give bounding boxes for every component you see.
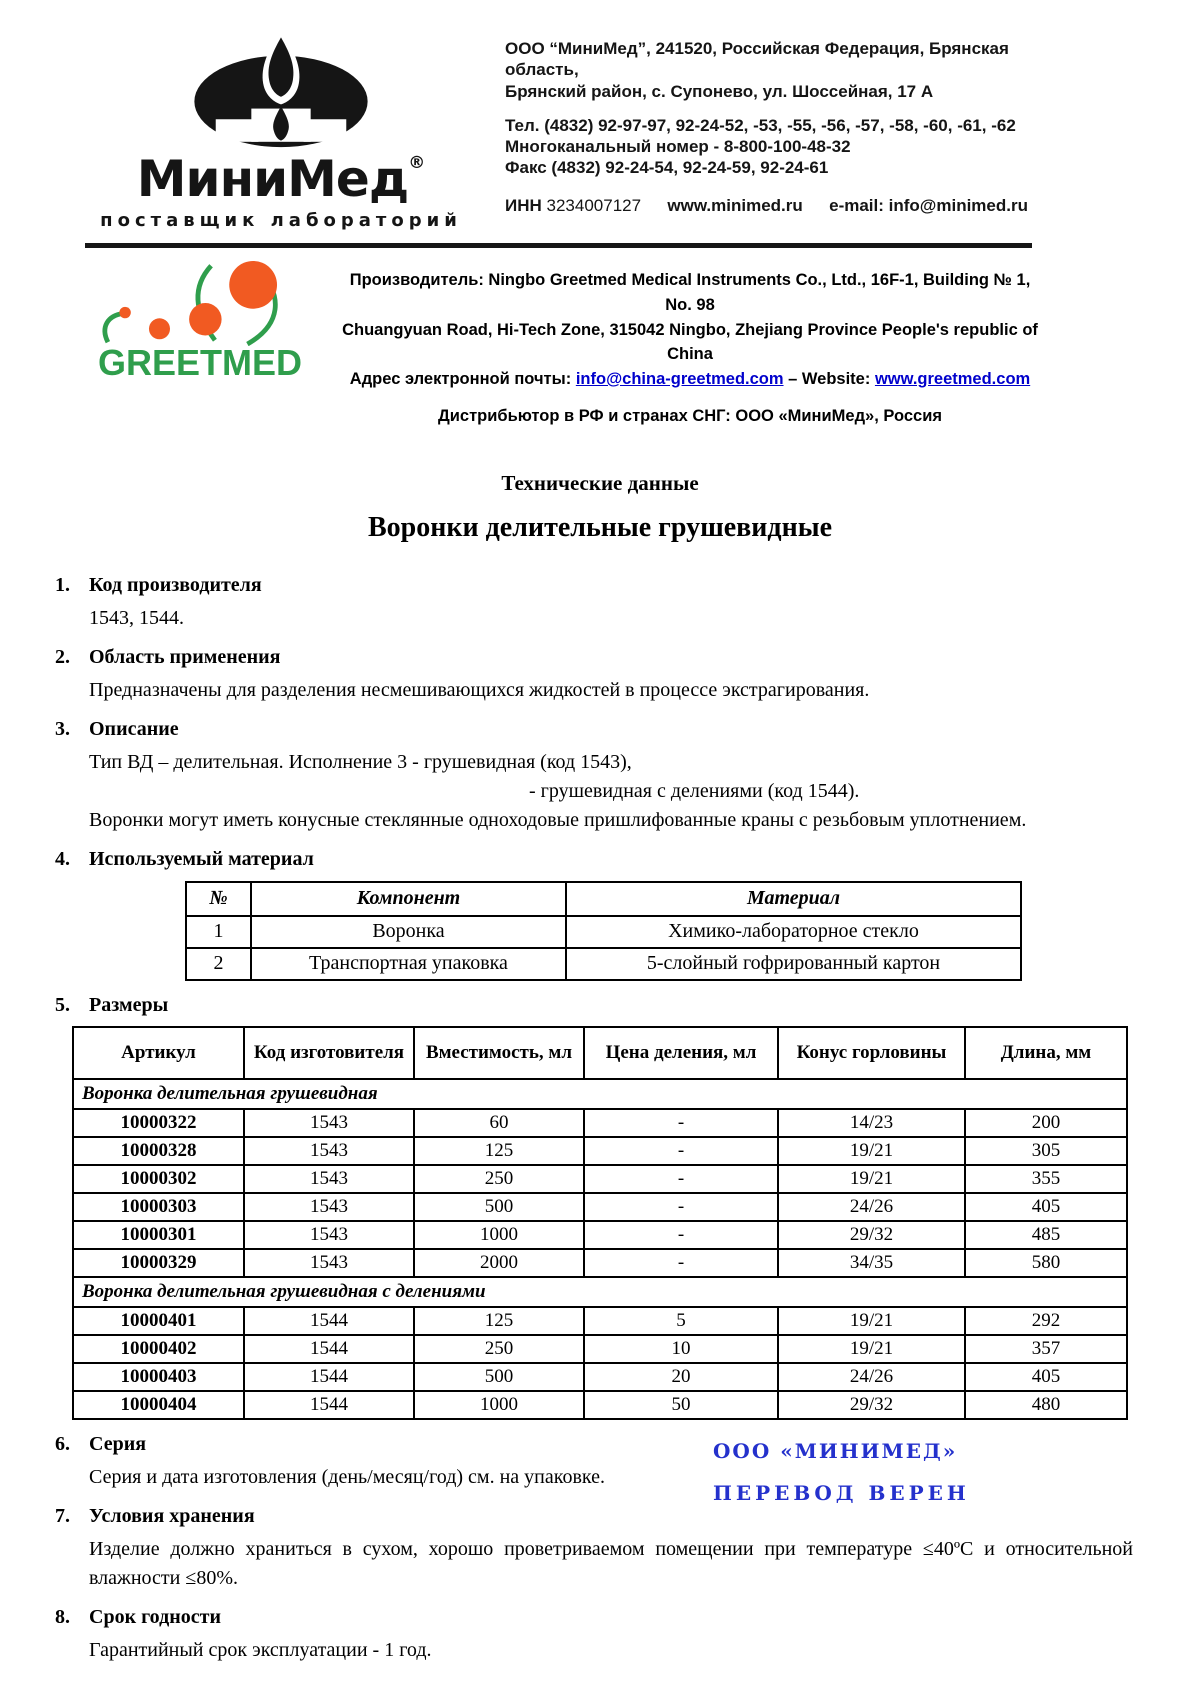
cell: 1544 — [244, 1391, 414, 1419]
material-table — [185, 881, 1022, 981]
cell: 355 — [965, 1165, 1127, 1193]
description-line: Воронки могут иметь конусные стеклянные одноходовые пришлифованные краны с резьбовым уплотнением. — [89, 808, 1027, 831]
description-line: - грушевидная с делениями (код 1544). — [529, 779, 860, 802]
cell: 10 — [584, 1335, 778, 1363]
section-number: 3. — [55, 717, 70, 740]
section-application — [55, 646, 1135, 705]
manufacturer-line: Производитель: Ningbo Greetmed Medical Instruments Co., Ltd., 16F-1, Building № 1, No. 98 — [349, 271, 1031, 314]
stamp-company: ООО «МИНИМЕД» — [713, 1438, 958, 1463]
cell: 1543 — [244, 1249, 414, 1277]
cell: 34/35 — [778, 1249, 965, 1277]
cell: 305 — [965, 1137, 1127, 1165]
table-row — [186, 948, 1021, 980]
header-divider — [85, 243, 1032, 248]
cell: 50 — [584, 1391, 778, 1419]
cell: 20 — [584, 1363, 778, 1391]
greetmed-wordmark: GREETMED — [98, 342, 303, 383]
manufacturer-info — [338, 260, 1042, 429]
cell: 1543 — [244, 1109, 414, 1137]
cell: - — [584, 1109, 778, 1137]
cell: 2 — [186, 948, 251, 980]
cell: 1543 — [244, 1221, 414, 1249]
cell: 19/21 — [778, 1307, 965, 1335]
page-title: Воронки делительные грушевидные — [367, 511, 833, 543]
cell: - — [584, 1249, 778, 1277]
distributor-line: Дистрибьютор в РФ и странах СНГ: ООО «МиниМед», Россия — [438, 406, 942, 425]
cell: 1000 — [414, 1391, 584, 1419]
website-label: – Website: — [788, 370, 871, 388]
section-number: 8. — [55, 1605, 70, 1628]
section-series — [55, 1432, 1135, 1505]
cell: - — [584, 1221, 778, 1249]
cell: 19/21 — [778, 1137, 965, 1165]
cell-article: 10000322 — [73, 1109, 244, 1137]
section-dimensions — [55, 994, 1135, 1420]
section-shelf-life — [55, 1606, 1135, 1665]
cell-article: 10000403 — [73, 1363, 244, 1391]
section-heading: Область применения — [89, 645, 281, 668]
cell: 405 — [965, 1193, 1127, 1221]
column-header: Конус горловины — [778, 1027, 965, 1079]
cell: 292 — [965, 1307, 1127, 1335]
cell-article: 10000404 — [73, 1391, 244, 1419]
group-label: Воронка делительная грушевидная — [73, 1079, 1127, 1109]
dimensions-table — [72, 1026, 1128, 1420]
cell-article: 10000329 — [73, 1249, 244, 1277]
email-label: Адрес электронной почты: — [349, 370, 572, 388]
section-storage — [55, 1505, 1135, 1593]
table-row — [73, 1335, 1127, 1363]
inn: ИНН 3234007127 — [505, 195, 642, 215]
table-row — [73, 1307, 1127, 1335]
section-text — [55, 748, 1135, 835]
brand-text: МиниМед® — [136, 150, 426, 208]
section-number: 2. — [55, 645, 70, 668]
cell: - — [584, 1165, 778, 1193]
column-header: Код изготовителя — [244, 1027, 414, 1079]
cell: Химико-лабораторное стекло — [566, 916, 1021, 948]
minimed-email: e-mail: info@minimed.ru — [829, 195, 1028, 215]
section-heading: Код производителя — [89, 573, 262, 596]
translation-stamp — [713, 1438, 970, 1505]
section-heading: Серия — [89, 1432, 147, 1455]
fax-line: Факс (4832) 92-24-54, 92-24-59, 92-24-61 — [505, 158, 829, 178]
section-text: Гарантийный срок эксплуатации - 1 год. — [89, 1638, 432, 1661]
column-header: Цена деления, мл — [584, 1027, 778, 1079]
table-header-row — [186, 882, 1021, 916]
cell: 250 — [414, 1335, 584, 1363]
cell: 1544 — [244, 1335, 414, 1363]
column-header: Компонент — [251, 882, 566, 916]
section-heading: Используемый материал — [89, 847, 314, 870]
section-number: 5. — [55, 993, 70, 1016]
section-heading: Условия хранения — [89, 1504, 255, 1527]
cell-article: 10000301 — [73, 1221, 244, 1249]
contact-block — [477, 26, 1032, 216]
greetmed-website-link[interactable]: www.greetmed.com — [874, 370, 1031, 388]
cell: 24/26 — [778, 1363, 965, 1391]
cell: 250 — [414, 1165, 584, 1193]
cell: 1544 — [244, 1307, 414, 1335]
minimed-website: www.minimed.ru — [667, 195, 803, 215]
greetmed-email-link[interactable]: info@china-greetmed.com — [575, 370, 784, 388]
table-row — [73, 1391, 1127, 1419]
manufacturer-line: Chuangyuan Road, Hi-Tech Zone, 315042 Ningbo, Zhejiang Province People's republic of China — [342, 320, 1038, 364]
cell: 200 — [965, 1109, 1127, 1137]
cell: 125 — [414, 1137, 584, 1165]
cell: 485 — [965, 1221, 1127, 1249]
cell: 1544 — [244, 1363, 414, 1391]
section-text: Изделие должно храниться в сухом, хорошо проветриваемом помещении при температуре ≤40ºС и относительной влажности ≤80%. — [89, 1537, 1133, 1589]
cell-article: 10000302 — [73, 1165, 244, 1193]
title-block — [0, 471, 1200, 544]
column-header: Материал — [566, 882, 1021, 916]
cell: 19/21 — [778, 1165, 965, 1193]
column-header: № — [186, 882, 251, 916]
table-row — [73, 1193, 1127, 1221]
cell: 500 — [414, 1193, 584, 1221]
cell: 405 — [965, 1363, 1127, 1391]
section-text: Серия и дата изготовления (день/месяц/год) см. на упаковке. — [89, 1465, 605, 1488]
minimed-logo — [85, 26, 477, 231]
cell: 1543 — [244, 1137, 414, 1165]
cell: 5 — [584, 1307, 778, 1335]
section-number: 6. — [55, 1432, 70, 1455]
group-label-row — [73, 1079, 1127, 1109]
section-heading: Срок годности — [89, 1605, 221, 1628]
cell: 480 — [965, 1391, 1127, 1419]
section-manufacturer-code — [55, 574, 1135, 633]
section-text: 1543, 1544. — [89, 606, 184, 629]
table-row — [186, 916, 1021, 948]
table-row — [73, 1363, 1127, 1391]
cell: 1543 — [244, 1193, 414, 1221]
section-text: Предназначены для разделения несмешивающихся жидкостей в процессе экстрагирования. — [89, 678, 870, 701]
section-material — [55, 848, 1135, 981]
brand-tagline: поставщик лабораторий — [100, 210, 462, 231]
cell: 60 — [414, 1109, 584, 1137]
address-line: ООО “МиниМед”, 241520, Российская Федерация, Брянская область, — [505, 39, 1009, 80]
greetmed-sprout-icon — [98, 260, 328, 346]
column-header: Длина, мм — [965, 1027, 1127, 1079]
cell: 580 — [965, 1249, 1127, 1277]
table-row — [73, 1109, 1127, 1137]
greetmed-logo — [98, 260, 338, 381]
section-number: 1. — [55, 573, 70, 596]
cell: - — [584, 1193, 778, 1221]
section-number: 7. — [55, 1504, 70, 1527]
description-line: Тип ВД – делительная. Исполнение 3 - грушевидная (код 1543), — [89, 750, 632, 773]
cell: - — [584, 1137, 778, 1165]
table-row — [73, 1165, 1127, 1193]
phone-line: Тел. (4832) 92-97-97, 92-24-52, -53, -55, -56, -57, -58, -60, -61, -62 — [505, 115, 1016, 135]
manufacturer-links-line — [338, 367, 1042, 392]
cell-article: 10000402 — [73, 1335, 244, 1363]
section-heading: Размеры — [89, 993, 169, 1016]
table-header-row — [73, 1027, 1127, 1079]
cell: Воронка — [251, 916, 566, 948]
group-label-row — [73, 1277, 1127, 1307]
address-line: Брянский район, с. Супонево, ул. Шоссейная, 17 А — [505, 81, 934, 101]
cell: 19/21 — [778, 1335, 965, 1363]
letterhead — [0, 0, 1200, 248]
multichannel-line: Многоканальный номер - 8-800-100-48-32 — [505, 137, 851, 156]
table-row — [73, 1249, 1127, 1277]
cell: 1543 — [244, 1165, 414, 1193]
cell: 1000 — [414, 1221, 584, 1249]
cell: Транспортная упаковка — [251, 948, 566, 980]
cell: 125 — [414, 1307, 584, 1335]
section-description — [55, 718, 1135, 835]
cell: 5-слойный гофрированный картон — [566, 948, 1021, 980]
manufacturer-block — [98, 260, 1042, 429]
candle-flame-icon — [192, 26, 370, 152]
cell-article: 10000328 — [73, 1137, 244, 1165]
cell: 24/26 — [778, 1193, 965, 1221]
cell-article: 10000401 — [73, 1307, 244, 1335]
doc-subtitle: Технические данные — [501, 470, 699, 495]
cell: 2000 — [414, 1249, 584, 1277]
column-header: Вместимость, мл — [414, 1027, 584, 1079]
registered-mark: ® — [408, 153, 426, 173]
cell: 29/32 — [778, 1391, 965, 1419]
group-label: Воронка делительная грушевидная с делениями — [73, 1277, 1127, 1307]
document-body — [55, 574, 1135, 1665]
section-heading: Описание — [89, 717, 179, 740]
cell: 29/32 — [778, 1221, 965, 1249]
table-row — [73, 1221, 1127, 1249]
stamp-verified: ПЕРЕВОД ВЕРЕН — [713, 1480, 970, 1505]
cell: 14/23 — [778, 1109, 965, 1137]
cell: 500 — [414, 1363, 584, 1391]
cell: 357 — [965, 1335, 1127, 1363]
table-row — [73, 1137, 1127, 1165]
cell-article: 10000303 — [73, 1193, 244, 1221]
cell: 1 — [186, 916, 251, 948]
column-header: Артикул — [73, 1027, 244, 1079]
section-number: 4. — [55, 847, 70, 870]
